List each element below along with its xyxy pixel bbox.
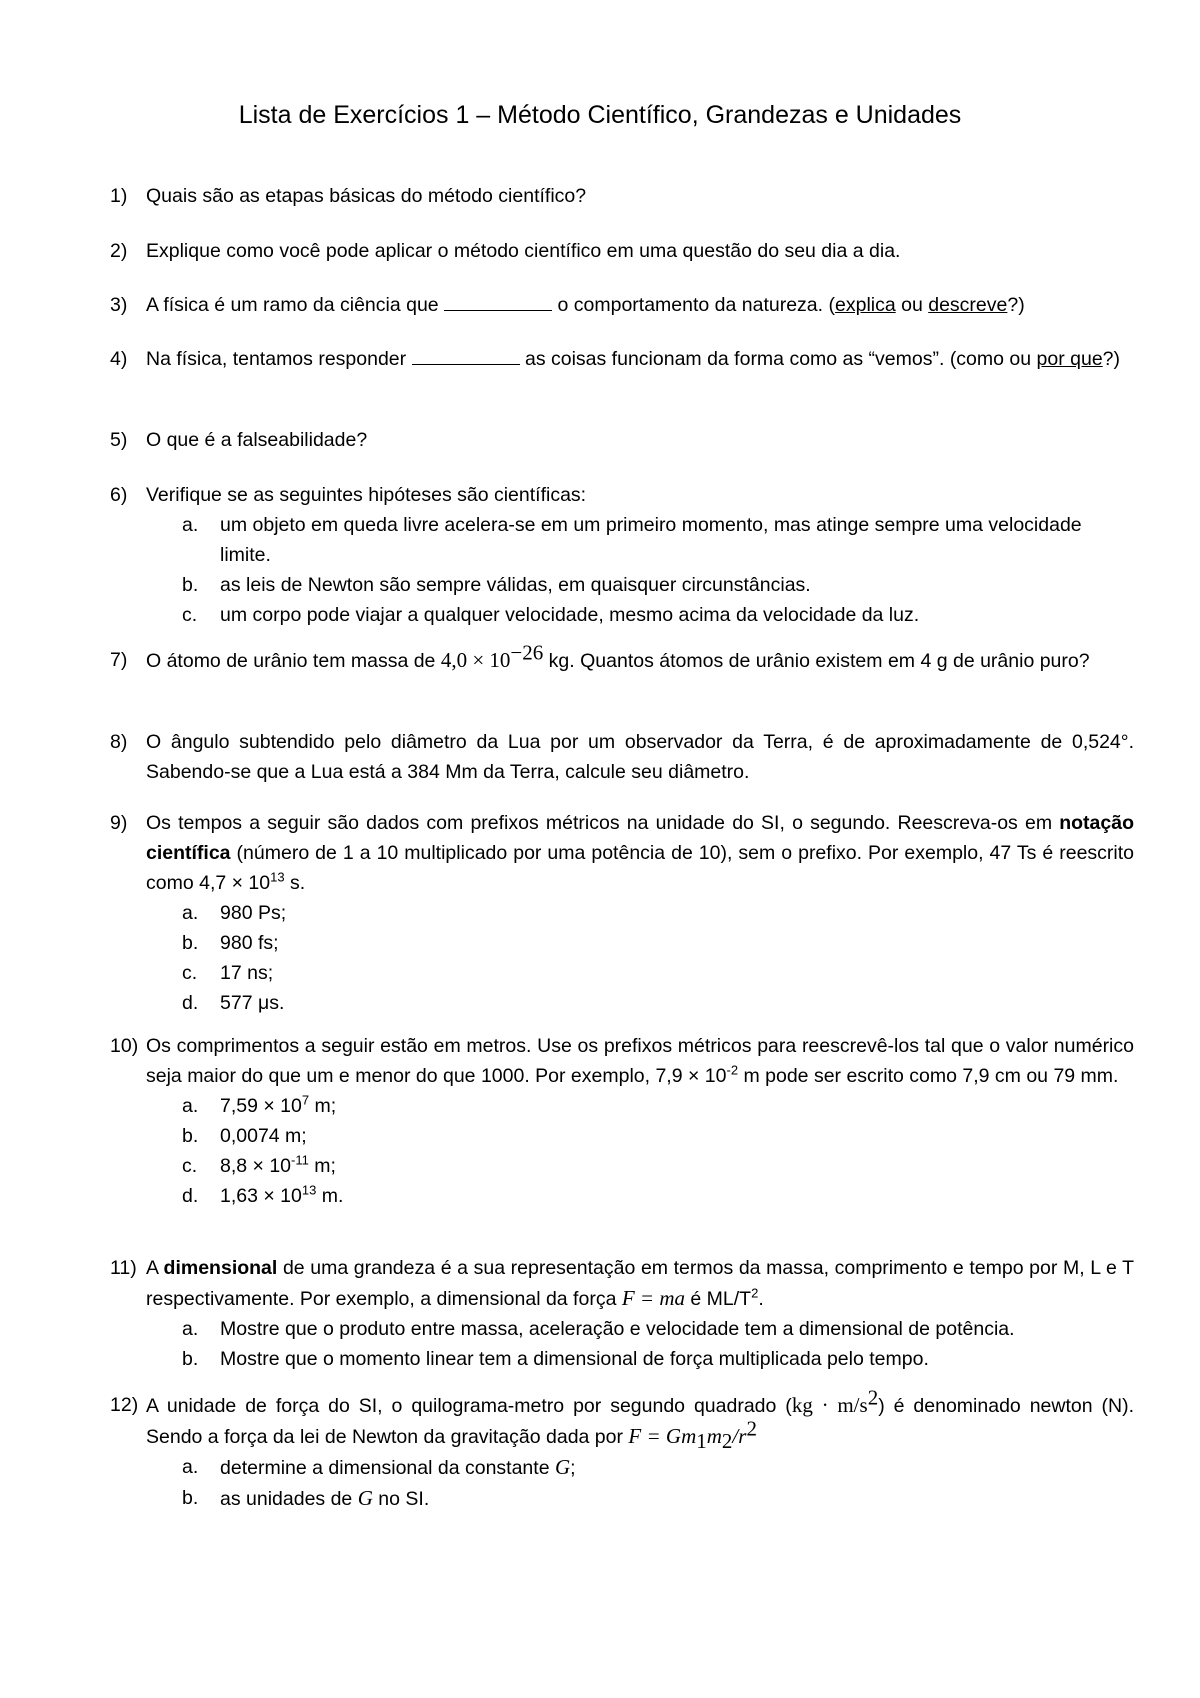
question-text bbox=[146, 1385, 1135, 1453]
text-run: 1,63 × 10 bbox=[220, 1185, 302, 1207]
item-label: c. bbox=[182, 604, 198, 626]
math-expression: F = Gm bbox=[628, 1424, 697, 1448]
question-number: 3) bbox=[110, 294, 128, 316]
item-text bbox=[220, 1151, 1134, 1181]
item-label: a. bbox=[182, 902, 199, 924]
exponent: -2 bbox=[726, 1062, 739, 1078]
exponent: 7 bbox=[301, 1092, 310, 1108]
question-number: 5) bbox=[110, 429, 128, 451]
question-text: Verifique se as seguintes hipóteses são científicas: bbox=[146, 484, 587, 506]
text-run: ?) bbox=[1102, 348, 1121, 370]
question-7 bbox=[110, 640, 1134, 676]
fill-in-blank bbox=[444, 292, 552, 311]
question-text: O ângulo subtendido pelo diâmetro da Lua por um observador da Terra, é de aproximadamente de 0,524°. Sabendo-se que a Lua está a 384 Mm da Terra, calcule seu diâmetro. bbox=[146, 731, 1134, 783]
text-run: A unidade de força do SI, o quilograma-metro por segundo quadrado ( bbox=[146, 1395, 792, 1417]
question-9 bbox=[110, 808, 1134, 1018]
text-run: (número de 1 a 10 multiplicado por uma potência de 10), sem o prefixo. Por exemplo, 47 Ts é reescrito como 4,7 × 10 bbox=[146, 842, 1134, 894]
question-1 bbox=[110, 181, 1134, 211]
item-text: 980 Ps; bbox=[220, 902, 287, 924]
list-item bbox=[182, 510, 1134, 570]
bold-term: dimensional bbox=[163, 1257, 278, 1279]
item-label: a. bbox=[182, 1318, 199, 1340]
math-expression: /r bbox=[732, 1424, 747, 1448]
question-text bbox=[146, 1253, 1134, 1314]
text-run: m; bbox=[308, 1155, 336, 1177]
text-run: m. bbox=[316, 1185, 344, 1207]
text-run: ) é denominado newton (N). Sendo a força da lei de Newton da gravitação dada por bbox=[146, 1395, 1135, 1448]
text-run: . bbox=[758, 1288, 764, 1310]
list-item bbox=[182, 1151, 1134, 1181]
question-text: Quais são as etapas básicas do método científico? bbox=[146, 185, 587, 207]
question-number: 7) bbox=[110, 649, 128, 671]
item-text: Mostre que o momento linear tem a dimensional de força multiplicada pelo tempo. bbox=[220, 1348, 929, 1370]
question-number: 2) bbox=[110, 240, 128, 262]
text-run: m; bbox=[309, 1095, 337, 1117]
item-label: c. bbox=[182, 962, 198, 984]
list-item bbox=[182, 898, 1134, 928]
question-text bbox=[146, 1031, 1134, 1091]
item-text bbox=[220, 1091, 1134, 1121]
item-text: 980 fs; bbox=[220, 932, 279, 954]
text-run: ou bbox=[895, 294, 929, 316]
list-item bbox=[182, 1452, 1134, 1483]
text-run: A física é um ramo da ciência que bbox=[146, 294, 439, 316]
text-run: ; bbox=[570, 1457, 576, 1479]
text-run: O átomo de urânio tem massa de bbox=[146, 650, 441, 672]
question-6 bbox=[110, 480, 1134, 630]
list-item bbox=[182, 1091, 1134, 1121]
math-expression: kg · m/s bbox=[791, 1393, 868, 1417]
question-number: 12) bbox=[110, 1394, 139, 1416]
question-number: 8) bbox=[110, 731, 128, 753]
list-item bbox=[182, 570, 1134, 600]
item-label: c. bbox=[182, 1155, 198, 1177]
question-10 bbox=[110, 1031, 1134, 1211]
page-title: Lista de Exercícios 1 – Método Científico, Grandezas e Unidades bbox=[238, 101, 962, 129]
item-text bbox=[220, 1181, 1134, 1211]
item-label: a. bbox=[182, 1095, 199, 1117]
list-item bbox=[182, 928, 1134, 958]
list-item bbox=[182, 600, 1134, 630]
exponent: -11 bbox=[291, 1152, 309, 1168]
math-expression: F = ma bbox=[621, 1286, 685, 1310]
text-run: as coisas funcionam da forma como as “vemos”. (como ou bbox=[524, 348, 1032, 370]
text-run: s. bbox=[284, 872, 306, 894]
item-text: as leis de Newton são sempre válidas, em quaisquer circunstâncias. bbox=[220, 574, 811, 596]
question-text bbox=[146, 640, 1134, 676]
text-run: Os tempos a seguir são dados com prefixos métricos na unidade do SI, o segundo. Reescreva-os em bbox=[146, 812, 1060, 834]
math-expression: m bbox=[706, 1424, 722, 1448]
item-label: a. bbox=[182, 1456, 199, 1478]
question-11 bbox=[110, 1253, 1134, 1374]
math-expression: 4,0 × 10 bbox=[440, 648, 511, 672]
item-label: d. bbox=[182, 992, 199, 1014]
text-run: o comportamento da natureza. ( bbox=[557, 294, 835, 316]
question-text bbox=[146, 808, 1134, 898]
option-explica: explica bbox=[835, 294, 896, 316]
item-label: a. bbox=[182, 514, 199, 536]
math-variable: G bbox=[554, 1455, 571, 1479]
item-text: 17 ns; bbox=[220, 962, 274, 984]
question-text bbox=[146, 290, 1134, 320]
text-run: determine a dimensional da constante bbox=[220, 1457, 555, 1479]
question-text bbox=[146, 344, 1134, 374]
math-variable: G bbox=[357, 1486, 373, 1510]
text-run: ?) bbox=[1007, 294, 1025, 316]
option-descreve: descreve bbox=[928, 294, 1008, 316]
question-number: 4) bbox=[110, 348, 128, 370]
text-run: no SI. bbox=[372, 1488, 430, 1510]
list-item bbox=[182, 1483, 1134, 1514]
item-label: b. bbox=[182, 932, 199, 954]
exponent: 2 bbox=[746, 1416, 757, 1441]
item-label: b. bbox=[182, 1125, 199, 1147]
item-label: b. bbox=[182, 574, 199, 596]
bold-term: notação científica bbox=[146, 812, 1134, 864]
item-text bbox=[220, 1483, 1134, 1514]
item-label: b. bbox=[182, 1348, 199, 1370]
item-text: Mostre que o produto entre massa, aceleração e velocidade tem a dimensional de potência. bbox=[220, 1318, 1015, 1340]
text-run: 0,0074 m; bbox=[220, 1125, 307, 1147]
text-run: m pode ser escrito como 7,9 cm ou 79 mm. bbox=[738, 1065, 1119, 1087]
exponent: −26 bbox=[510, 640, 544, 665]
question-number: 9) bbox=[110, 812, 128, 834]
exponent: 2 bbox=[867, 1385, 879, 1410]
question-number: 1) bbox=[110, 185, 128, 207]
item-text bbox=[220, 1121, 1134, 1151]
text-run: 7,59 × 10 bbox=[220, 1095, 302, 1117]
list-item bbox=[182, 1314, 1134, 1344]
list-item bbox=[182, 958, 1134, 988]
list-item bbox=[182, 1181, 1134, 1211]
question-text: O que é a falseabilidade? bbox=[146, 429, 368, 451]
item-text: 577 μs. bbox=[220, 992, 285, 1014]
question-2 bbox=[110, 236, 1134, 266]
list-item bbox=[182, 1344, 1134, 1374]
text-run: é ML/T bbox=[685, 1288, 752, 1310]
fill-in-blank bbox=[412, 346, 520, 365]
question-text: Explique como você pode aplicar o método científico em uma questão do seu dia a dia. bbox=[146, 240, 901, 262]
question-number: 10) bbox=[110, 1035, 139, 1057]
exponent: 13 bbox=[270, 869, 285, 885]
question-12 bbox=[110, 1385, 1135, 1514]
text-run: Na física, tentamos responder bbox=[146, 348, 407, 370]
question-4 bbox=[110, 344, 1134, 374]
subscript: 1 bbox=[696, 1428, 707, 1453]
text-run: de uma grandeza é a sua representação em termos da massa, comprimento e tempo por M, L e T respectivamente. Por exemplo, a dimensional da força bbox=[146, 1257, 1134, 1310]
text-run: 8,8 × 10 bbox=[220, 1155, 292, 1177]
item-label: d. bbox=[182, 1185, 199, 1207]
list-item bbox=[182, 988, 1134, 1018]
text-run: as unidades de bbox=[220, 1488, 358, 1510]
text-run: Os comprimentos a seguir estão em metros. Use os prefixos métricos para reescrevê-los tal que o valor numérico seja maior do que um e menor do que 1000. Por exemplo, 7,9 × 10 bbox=[146, 1035, 1134, 1087]
subscript: 2 bbox=[721, 1428, 733, 1453]
question-3 bbox=[110, 290, 1134, 320]
exponent: 2 bbox=[751, 1285, 759, 1301]
exponent: 13 bbox=[301, 1182, 317, 1198]
item-label: b. bbox=[182, 1487, 199, 1509]
question-8 bbox=[110, 727, 1134, 787]
question-5 bbox=[110, 425, 1134, 455]
item-text bbox=[220, 1452, 1134, 1483]
text-run: kg. Quantos átomos de urânio existem em 4 g de urânio puro? bbox=[543, 650, 1090, 672]
question-number: 11) bbox=[110, 1257, 137, 1279]
text-run: A bbox=[146, 1257, 164, 1279]
item-text: um objeto em queda livre acelera-se em um primeiro momento, mas atinge sempre uma velocidade limite. bbox=[220, 514, 1082, 566]
list-item bbox=[182, 1121, 1134, 1151]
question-number: 6) bbox=[110, 484, 128, 506]
item-text: um corpo pode viajar a qualquer velocidade, mesmo acima da velocidade da luz. bbox=[220, 604, 920, 626]
option-por-que: por que bbox=[1036, 348, 1103, 370]
